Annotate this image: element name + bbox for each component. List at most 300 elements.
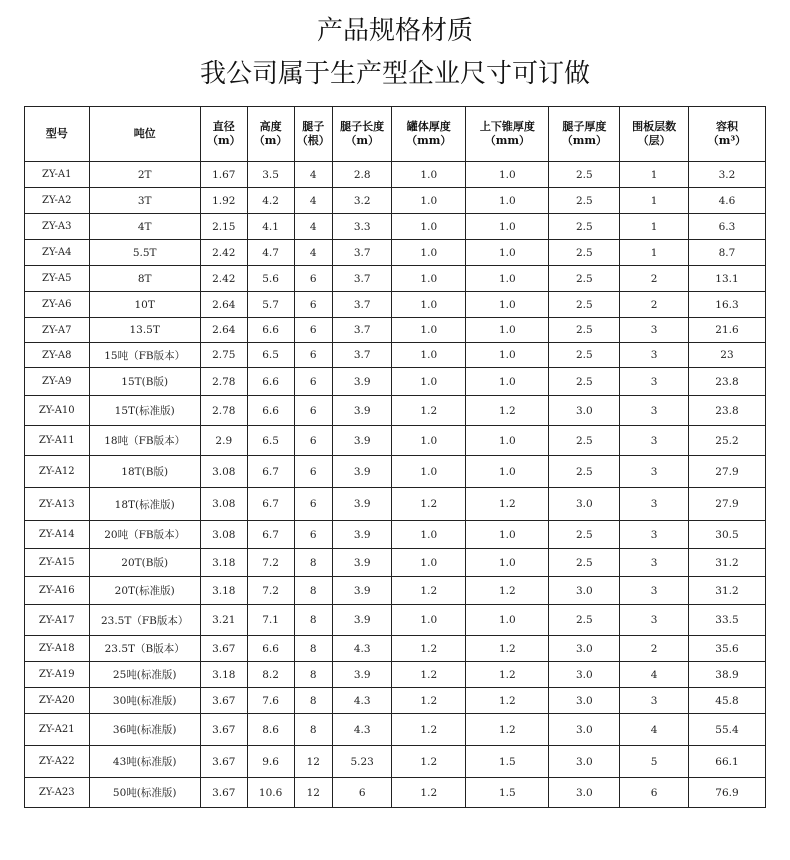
table-cell-tonnage: 20T(B版) (89, 549, 200, 577)
table-cell-leg-thickness: 2.5 (549, 188, 620, 214)
table-cell-legs: 12 (294, 778, 333, 808)
table-row (25, 714, 766, 746)
table-cell-height: 7.6 (247, 688, 294, 714)
table-cell-leg-thickness: 3.0 (549, 662, 620, 688)
table-cell-height: 6.5 (247, 426, 294, 456)
column-header-unit: （mm） (484, 134, 530, 147)
table-cell-tonnage: 3T (89, 188, 200, 214)
table-cell-tank-thickness: 1.0 (392, 368, 466, 396)
table-cell-leg-length: 3.9 (333, 577, 392, 605)
column-header-unit: （m³） (707, 134, 747, 147)
table-cell-volume: 30.5 (688, 521, 765, 549)
table-cell-leg-thickness: 3.0 (549, 778, 620, 808)
table-cell-panel-layers: 3 (620, 343, 689, 368)
table-cell-leg-thickness: 3.0 (549, 714, 620, 746)
table-cell-model: ZY-A20 (25, 688, 90, 714)
column-header-unit: （m） (206, 134, 241, 147)
column-header-tank-thickness (392, 107, 466, 162)
table-cell-panel-layers: 3 (620, 488, 689, 521)
table-cell-model: ZY-A1 (25, 162, 90, 188)
column-header-unit: （根） (296, 134, 330, 147)
table-cell-panel-layers: 3 (620, 426, 689, 456)
table-cell-height: 7.2 (247, 577, 294, 605)
table-cell-model: ZY-A10 (25, 396, 90, 426)
table-cell-leg-length: 3.7 (333, 343, 392, 368)
table-cell-leg-length: 4.3 (333, 688, 392, 714)
column-header-label: 腿子厚度 (562, 120, 607, 133)
table-cell-height: 7.2 (247, 549, 294, 577)
column-header-unit: （m） (345, 134, 379, 147)
table-cell-tonnage: 13.5T (89, 318, 200, 343)
table-cell-cone-thickness: 1.2 (466, 488, 549, 521)
table-cell-tonnage: 18吨（FB版本） (89, 426, 200, 456)
table-cell-tank-thickness: 1.2 (392, 636, 466, 662)
table-cell-leg-thickness: 2.5 (549, 549, 620, 577)
table-cell-leg-thickness: 2.5 (549, 214, 620, 240)
table-cell-model: ZY-A23 (25, 778, 90, 808)
table-cell-diameter: 2.78 (200, 396, 247, 426)
table-cell-model: ZY-A2 (25, 188, 90, 214)
table-cell-leg-thickness: 2.5 (549, 343, 620, 368)
table-cell-legs: 6 (294, 266, 333, 292)
table-cell-height: 9.6 (247, 746, 294, 778)
column-header-height (247, 107, 294, 162)
table-cell-tank-thickness: 1.2 (392, 662, 466, 688)
table-cell-diameter: 3.08 (200, 521, 247, 549)
table-cell-model: ZY-A11 (25, 426, 90, 456)
table-row (25, 396, 766, 426)
table-cell-height: 5.7 (247, 292, 294, 318)
table-cell-cone-thickness: 1.2 (466, 662, 549, 688)
table-cell-legs: 8 (294, 688, 333, 714)
table-cell-leg-length: 3.9 (333, 605, 392, 636)
spec-table (24, 106, 766, 808)
table-cell-model: ZY-A12 (25, 456, 90, 488)
table-cell-cone-thickness: 1.0 (466, 240, 549, 266)
table-cell-leg-length: 3.3 (333, 214, 392, 240)
table-cell-cone-thickness: 1.0 (466, 549, 549, 577)
table-cell-legs: 6 (294, 292, 333, 318)
table-cell-tank-thickness: 1.2 (392, 746, 466, 778)
table-cell-tank-thickness: 1.0 (392, 240, 466, 266)
table-cell-cone-thickness: 1.2 (466, 577, 549, 605)
table-cell-volume: 33.5 (688, 605, 765, 636)
table-cell-leg-length: 3.9 (333, 456, 392, 488)
table-cell-height: 3.5 (247, 162, 294, 188)
table-cell-volume: 21.6 (688, 318, 765, 343)
column-header-label: 吨位 (133, 127, 156, 140)
table-cell-leg-thickness: 2.5 (549, 426, 620, 456)
table-row (25, 488, 766, 521)
table-row (25, 162, 766, 188)
page-subtitle: 我公司属于生产型企业尺寸可订做 (199, 59, 590, 89)
column-header-cone-thickness (466, 107, 549, 162)
table-cell-leg-length: 3.7 (333, 318, 392, 343)
table-cell-panel-layers: 4 (620, 714, 689, 746)
table-cell-panel-layers: 3 (620, 605, 689, 636)
table-cell-cone-thickness: 1.0 (466, 521, 549, 549)
table-cell-panel-layers: 3 (620, 456, 689, 488)
column-header-diameter (200, 107, 247, 162)
table-cell-leg-length: 3.7 (333, 266, 392, 292)
column-header-unit: （mm） (406, 134, 452, 147)
table-cell-legs: 4 (294, 214, 333, 240)
table-cell-height: 5.6 (247, 266, 294, 292)
column-header-panel-layers (620, 107, 689, 162)
table-cell-panel-layers: 1 (620, 214, 689, 240)
table-cell-diameter: 3.67 (200, 688, 247, 714)
table-cell-volume: 76.9 (688, 778, 765, 808)
table-cell-tank-thickness: 1.0 (392, 162, 466, 188)
table-cell-panel-layers: 1 (620, 188, 689, 214)
column-header-unit: （mm） (561, 134, 607, 147)
table-cell-panel-layers: 5 (620, 746, 689, 778)
table-cell-height: 6.5 (247, 343, 294, 368)
table-cell-cone-thickness: 1.0 (466, 368, 549, 396)
column-header-legs (294, 107, 333, 162)
table-cell-model: ZY-A17 (25, 605, 90, 636)
table-header-row (25, 107, 766, 162)
table-cell-panel-layers: 6 (620, 778, 689, 808)
table-cell-diameter: 3.67 (200, 778, 247, 808)
table-cell-tank-thickness: 1.2 (392, 577, 466, 605)
table-cell-model: ZY-A15 (25, 549, 90, 577)
table-cell-panel-layers: 3 (620, 368, 689, 396)
column-header-label: 直径 (212, 120, 235, 133)
table-cell-leg-length: 3.9 (333, 549, 392, 577)
table-cell-volume: 23.8 (688, 368, 765, 396)
table-cell-legs: 6 (294, 456, 333, 488)
table-cell-height: 6.6 (247, 318, 294, 343)
table-cell-panel-layers: 2 (620, 636, 689, 662)
table-cell-cone-thickness: 1.0 (466, 456, 549, 488)
table-cell-legs: 8 (294, 577, 333, 605)
table-cell-leg-thickness: 2.5 (549, 521, 620, 549)
table-cell-leg-length: 4.3 (333, 714, 392, 746)
column-header-label: 容积 (715, 120, 738, 133)
table-cell-volume: 27.9 (688, 456, 765, 488)
table-cell-legs: 6 (294, 488, 333, 521)
table-cell-legs: 6 (294, 318, 333, 343)
table-cell-model: ZY-A14 (25, 521, 90, 549)
table-cell-model: ZY-A19 (25, 662, 90, 688)
table-cell-tonnage: 25吨(标准版) (89, 662, 200, 688)
table-cell-panel-layers: 3 (620, 396, 689, 426)
table-cell-leg-length: 3.2 (333, 188, 392, 214)
table-cell-model: ZY-A22 (25, 746, 90, 778)
table-cell-tonnage: 23.5T（B版本） (89, 636, 200, 662)
table-cell-legs: 4 (294, 162, 333, 188)
table-row (25, 292, 766, 318)
table-cell-volume: 3.2 (688, 162, 765, 188)
table-cell-diameter: 2.78 (200, 368, 247, 396)
table-cell-volume: 55.4 (688, 714, 765, 746)
table-cell-leg-thickness: 2.5 (549, 240, 620, 266)
table-cell-cone-thickness: 1.0 (466, 214, 549, 240)
table-cell-volume: 16.3 (688, 292, 765, 318)
table-cell-diameter: 3.21 (200, 605, 247, 636)
table-cell-panel-layers: 2 (620, 266, 689, 292)
table-cell-legs: 6 (294, 396, 333, 426)
table-cell-diameter: 3.18 (200, 577, 247, 605)
table-cell-height: 8.6 (247, 714, 294, 746)
table-cell-leg-length: 5.23 (333, 746, 392, 778)
table-cell-diameter: 3.18 (200, 662, 247, 688)
table-cell-height: 10.6 (247, 778, 294, 808)
table-cell-leg-thickness: 2.5 (549, 318, 620, 343)
table-cell-leg-length: 2.8 (333, 162, 392, 188)
table-cell-leg-length: 3.9 (333, 368, 392, 396)
table-cell-height: 7.1 (247, 605, 294, 636)
table-cell-leg-thickness: 3.0 (549, 746, 620, 778)
table-row (25, 746, 766, 778)
table-cell-diameter: 1.67 (200, 162, 247, 188)
table-cell-diameter: 2.75 (200, 343, 247, 368)
table-cell-tank-thickness: 1.0 (392, 266, 466, 292)
column-header-leg-length (333, 107, 392, 162)
table-cell-leg-length: 3.9 (333, 521, 392, 549)
table-cell-volume: 25.2 (688, 426, 765, 456)
column-header-label: 罐体厚度 (406, 120, 451, 133)
table-row (25, 318, 766, 343)
table-cell-tonnage: 5.5T (89, 240, 200, 266)
table-cell-diameter: 1.92 (200, 188, 247, 214)
table-cell-tank-thickness: 1.0 (392, 605, 466, 636)
table-cell-legs: 8 (294, 549, 333, 577)
table-cell-tonnage: 30吨(标准版) (89, 688, 200, 714)
table-cell-tonnage: 15吨（FB版本） (89, 343, 200, 368)
table-cell-leg-thickness: 2.5 (549, 605, 620, 636)
table-cell-height: 8.2 (247, 662, 294, 688)
table-row (25, 636, 766, 662)
table-cell-panel-layers: 3 (620, 318, 689, 343)
table-row (25, 214, 766, 240)
table-cell-legs: 4 (294, 188, 333, 214)
column-header-label: 腿子长度 (340, 120, 385, 133)
table-cell-model: ZY-A18 (25, 636, 90, 662)
table-cell-volume: 66.1 (688, 746, 765, 778)
table-row (25, 521, 766, 549)
table-cell-legs: 8 (294, 636, 333, 662)
table-cell-model: ZY-A9 (25, 368, 90, 396)
table-cell-volume: 23 (688, 343, 765, 368)
table-cell-tank-thickness: 1.2 (392, 488, 466, 521)
table-row (25, 577, 766, 605)
table-row (25, 188, 766, 214)
column-header-unit: （层） (637, 134, 671, 147)
table-cell-tank-thickness: 1.0 (392, 292, 466, 318)
table-cell-volume: 27.9 (688, 488, 765, 521)
table-cell-tonnage: 23.5T（FB版本） (89, 605, 200, 636)
table-cell-model: ZY-A4 (25, 240, 90, 266)
table-cell-diameter: 3.08 (200, 456, 247, 488)
column-header-tonnage (89, 107, 200, 162)
table-cell-panel-layers: 2 (620, 292, 689, 318)
table-cell-tonnage: 15T(标准版) (89, 396, 200, 426)
table-cell-volume: 4.6 (688, 188, 765, 214)
table-cell-model: ZY-A5 (25, 266, 90, 292)
table-cell-diameter: 2.42 (200, 240, 247, 266)
table-cell-height: 6.7 (247, 456, 294, 488)
table-row (25, 549, 766, 577)
table-cell-leg-thickness: 3.0 (549, 577, 620, 605)
table-cell-legs: 6 (294, 368, 333, 396)
table-cell-tank-thickness: 1.0 (392, 214, 466, 240)
table-cell-model: ZY-A8 (25, 343, 90, 368)
table-cell-leg-thickness: 2.5 (549, 456, 620, 488)
table-cell-leg-thickness: 3.0 (549, 688, 620, 714)
table-cell-tonnage: 18T(B版) (89, 456, 200, 488)
table-cell-cone-thickness: 1.0 (466, 188, 549, 214)
table-cell-tonnage: 36吨(标准版) (89, 714, 200, 746)
table-cell-legs: 8 (294, 662, 333, 688)
table-cell-height: 6.6 (247, 396, 294, 426)
table-cell-leg-length: 6 (333, 778, 392, 808)
table-cell-cone-thickness: 1.0 (466, 605, 549, 636)
table-cell-leg-length: 3.9 (333, 396, 392, 426)
table-cell-panel-layers: 3 (620, 577, 689, 605)
table-cell-diameter: 2.9 (200, 426, 247, 456)
table-cell-volume: 23.8 (688, 396, 765, 426)
table-cell-volume: 35.6 (688, 636, 765, 662)
table-cell-diameter: 2.15 (200, 214, 247, 240)
table-cell-volume: 38.9 (688, 662, 765, 688)
table-cell-leg-thickness: 3.0 (549, 396, 620, 426)
table-cell-height: 6.7 (247, 488, 294, 521)
table-cell-height: 4.1 (247, 214, 294, 240)
table-cell-tank-thickness: 1.0 (392, 318, 466, 343)
table-cell-tank-thickness: 1.2 (392, 688, 466, 714)
table-cell-leg-length: 3.9 (333, 426, 392, 456)
table-cell-tonnage: 20T(标准版) (89, 577, 200, 605)
column-header-label: 高度 (259, 120, 282, 133)
table-cell-model: ZY-A7 (25, 318, 90, 343)
table-cell-diameter: 2.42 (200, 266, 247, 292)
table-cell-tonnage: 4T (89, 214, 200, 240)
table-cell-legs: 8 (294, 714, 333, 746)
page-title: 产品规格材质 (316, 16, 473, 46)
table-cell-diameter: 2.64 (200, 292, 247, 318)
table-cell-diameter: 2.64 (200, 318, 247, 343)
table-row (25, 605, 766, 636)
table-cell-model: ZY-A6 (25, 292, 90, 318)
table-cell-cone-thickness: 1.2 (466, 714, 549, 746)
table-cell-leg-thickness: 2.5 (549, 368, 620, 396)
column-header-label: 腿子 (302, 120, 325, 133)
column-header-label: 围板层数 (632, 120, 677, 133)
table-cell-cone-thickness: 1.5 (466, 778, 549, 808)
table-cell-tank-thickness: 1.0 (392, 549, 466, 577)
table-cell-tank-thickness: 1.0 (392, 521, 466, 549)
table-cell-tonnage: 10T (89, 292, 200, 318)
table-cell-diameter: 3.67 (200, 636, 247, 662)
column-header-label: 上下锥厚度 (479, 120, 535, 133)
table-cell-model: ZY-A13 (25, 488, 90, 521)
table-cell-height: 6.6 (247, 636, 294, 662)
table-cell-cone-thickness: 1.0 (466, 292, 549, 318)
table-cell-height: 6.7 (247, 521, 294, 549)
table-cell-tank-thickness: 1.2 (392, 396, 466, 426)
table-cell-legs: 12 (294, 746, 333, 778)
table-cell-volume: 31.2 (688, 549, 765, 577)
table-cell-panel-layers: 4 (620, 662, 689, 688)
column-header-leg-thickness (549, 107, 620, 162)
table-cell-tank-thickness: 1.0 (392, 426, 466, 456)
table-cell-tonnage: 50吨(标准版) (89, 778, 200, 808)
table-cell-cone-thickness: 1.0 (466, 266, 549, 292)
table-cell-leg-length: 3.7 (333, 240, 392, 266)
table-row (25, 426, 766, 456)
table-cell-legs: 8 (294, 605, 333, 636)
table-row (25, 662, 766, 688)
table-cell-tonnage: 18T(标准版) (89, 488, 200, 521)
table-cell-leg-length: 3.7 (333, 292, 392, 318)
table-cell-leg-length: 3.9 (333, 488, 392, 521)
table-cell-tank-thickness: 1.0 (392, 343, 466, 368)
table-cell-tonnage: 43吨(标准版) (89, 746, 200, 778)
table-cell-tank-thickness: 1.0 (392, 456, 466, 488)
table-cell-diameter: 3.08 (200, 488, 247, 521)
table-cell-cone-thickness: 1.0 (466, 162, 549, 188)
table-row (25, 240, 766, 266)
column-header-model (25, 107, 90, 162)
table-cell-diameter: 3.67 (200, 714, 247, 746)
table-row (25, 456, 766, 488)
table-cell-tank-thickness: 1.2 (392, 714, 466, 746)
table-cell-leg-length: 3.9 (333, 662, 392, 688)
table-cell-cone-thickness: 1.2 (466, 396, 549, 426)
table-cell-cone-thickness: 1.0 (466, 426, 549, 456)
column-header-label: 型号 (45, 127, 68, 140)
table-cell-panel-layers: 3 (620, 688, 689, 714)
table-row (25, 266, 766, 292)
table-cell-cone-thickness: 1.5 (466, 746, 549, 778)
table-cell-legs: 4 (294, 240, 333, 266)
table-cell-tonnage: 15T(B版) (89, 368, 200, 396)
column-header-unit: （m） (253, 134, 288, 147)
table-row (25, 778, 766, 808)
table-row (25, 688, 766, 714)
table-cell-volume: 6.3 (688, 214, 765, 240)
table-cell-leg-thickness: 2.5 (549, 266, 620, 292)
table-cell-model: ZY-A3 (25, 214, 90, 240)
table-cell-tonnage: 8T (89, 266, 200, 292)
table-cell-legs: 6 (294, 426, 333, 456)
table-row (25, 368, 766, 396)
table-cell-panel-layers: 3 (620, 521, 689, 549)
table-cell-cone-thickness: 1.2 (466, 688, 549, 714)
table-cell-legs: 6 (294, 343, 333, 368)
table-cell-volume: 31.2 (688, 577, 765, 605)
table-cell-legs: 6 (294, 521, 333, 549)
table-cell-panel-layers: 3 (620, 549, 689, 577)
table-cell-diameter: 3.67 (200, 746, 247, 778)
table-cell-model: ZY-A21 (25, 714, 90, 746)
table-cell-tank-thickness: 1.0 (392, 188, 466, 214)
table-cell-leg-thickness: 2.5 (549, 292, 620, 318)
table-cell-leg-length: 4.3 (333, 636, 392, 662)
table-cell-leg-thickness: 3.0 (549, 488, 620, 521)
table-cell-volume: 45.8 (688, 688, 765, 714)
table-cell-volume: 13.1 (688, 266, 765, 292)
table-cell-height: 4.2 (247, 188, 294, 214)
table-cell-leg-thickness: 2.5 (549, 162, 620, 188)
column-header-volume (688, 107, 765, 162)
table-cell-panel-layers: 1 (620, 162, 689, 188)
table-cell-tonnage: 2T (89, 162, 200, 188)
table-row (25, 343, 766, 368)
table-cell-height: 6.6 (247, 368, 294, 396)
